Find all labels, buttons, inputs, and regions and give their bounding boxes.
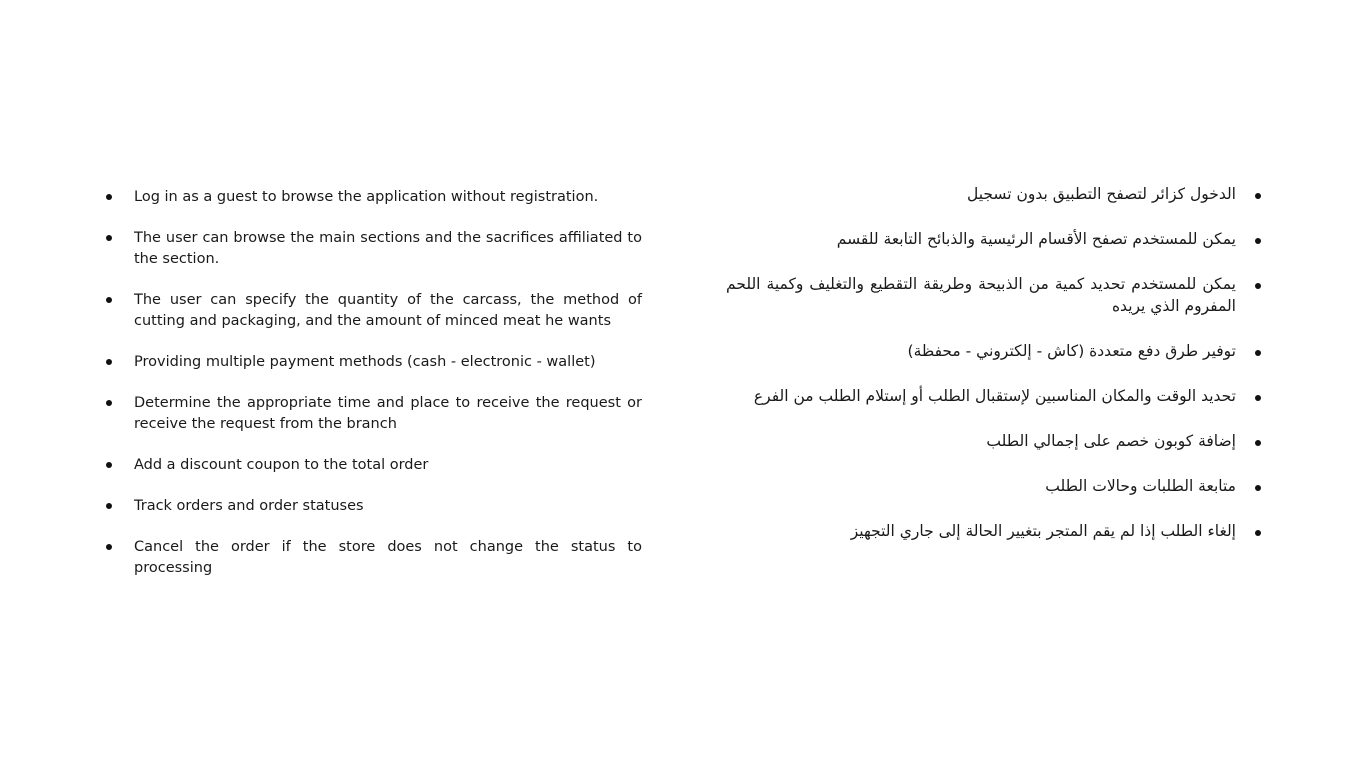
arabic-list-item (726, 273, 1261, 317)
arabic-list-item (726, 228, 1261, 250)
arabic-item-text: إلغاء الطلب إذا لم يقم المتجر بتغيير الحالة إلى جاري التجهيز (850, 522, 1236, 540)
arabic-item-text: إضافة كوبون خصم على إجمالي الطلب (986, 432, 1236, 450)
bullet-icon (106, 297, 112, 303)
english-item-text: Add a discount coupon to the total order (134, 457, 429, 473)
bullet-icon (106, 359, 112, 365)
english-list-item (106, 393, 642, 435)
english-item-text: The user can specify the quantity of the carcass, the method of cutting and packaging, and the amount of minced meat he wants (134, 292, 642, 329)
bullet-icon (106, 400, 112, 406)
english-item-text: Cancel the order if the store does not change the status to processing (134, 539, 642, 576)
arabic-list-item (726, 520, 1261, 542)
english-item-text: Track orders and order statuses (134, 498, 364, 514)
english-feature-list (106, 187, 642, 599)
arabic-list-item (726, 340, 1261, 362)
arabic-list-item (726, 183, 1261, 205)
bullet-icon (1255, 440, 1261, 446)
english-list-item (106, 228, 642, 270)
bullet-icon (1255, 350, 1261, 356)
arabic-item-text: متابعة الطلبات وحالات الطلب (1045, 477, 1236, 495)
english-item-text: Log in as a guest to browse the application without registration. (134, 189, 599, 205)
arabic-item-text: يمكن للمستخدم تحديد كمية من الذبيحة وطريقة التقطيع والتغليف وكمية اللحم المفروم الذي يريده (726, 275, 1236, 315)
arabic-item-text: تحديد الوقت والمكان المناسبين لإستقبال الطلب أو إستلام الطلب من الفرع (753, 387, 1236, 405)
english-list-item (106, 496, 642, 517)
english-list-item (106, 455, 642, 476)
arabic-list-item (726, 385, 1261, 407)
arabic-item-text: الدخول كزائر لتصفح التطبيق بدون تسجيل (966, 185, 1236, 203)
bullet-icon (106, 462, 112, 468)
english-list-item (106, 187, 642, 208)
arabic-item-text: يمكن للمستخدم تصفح الأقسام الرئيسية والذبائح التابعة للقسم (836, 230, 1236, 248)
english-list-item (106, 537, 642, 579)
bullet-icon (106, 544, 112, 550)
bullet-icon (1255, 283, 1261, 289)
english-list-item (106, 352, 642, 373)
arabic-list-item (726, 475, 1261, 497)
english-item-text: The user can browse the main sections and the sacrifices affiliated to the section. (134, 230, 642, 267)
english-item-text: Determine the appropriate time and place to receive the request or receive the request from the branch (134, 395, 642, 432)
arabic-list-item (726, 430, 1261, 452)
arabic-feature-list (726, 183, 1261, 565)
bullet-icon (1255, 485, 1261, 491)
english-item-text: Providing multiple payment methods (cash - electronic - wallet) (134, 354, 596, 370)
bullet-icon (1255, 530, 1261, 536)
bullet-icon (106, 235, 112, 241)
english-list-item (106, 290, 642, 332)
bullet-icon (1255, 238, 1261, 244)
bullet-icon (106, 503, 112, 509)
arabic-item-text: توفير طرق دفع متعددة (كاش - إلكتروني - محفظة) (907, 342, 1236, 360)
bullet-icon (1255, 193, 1261, 199)
bullet-icon (106, 194, 112, 200)
bullet-icon (1255, 395, 1261, 401)
